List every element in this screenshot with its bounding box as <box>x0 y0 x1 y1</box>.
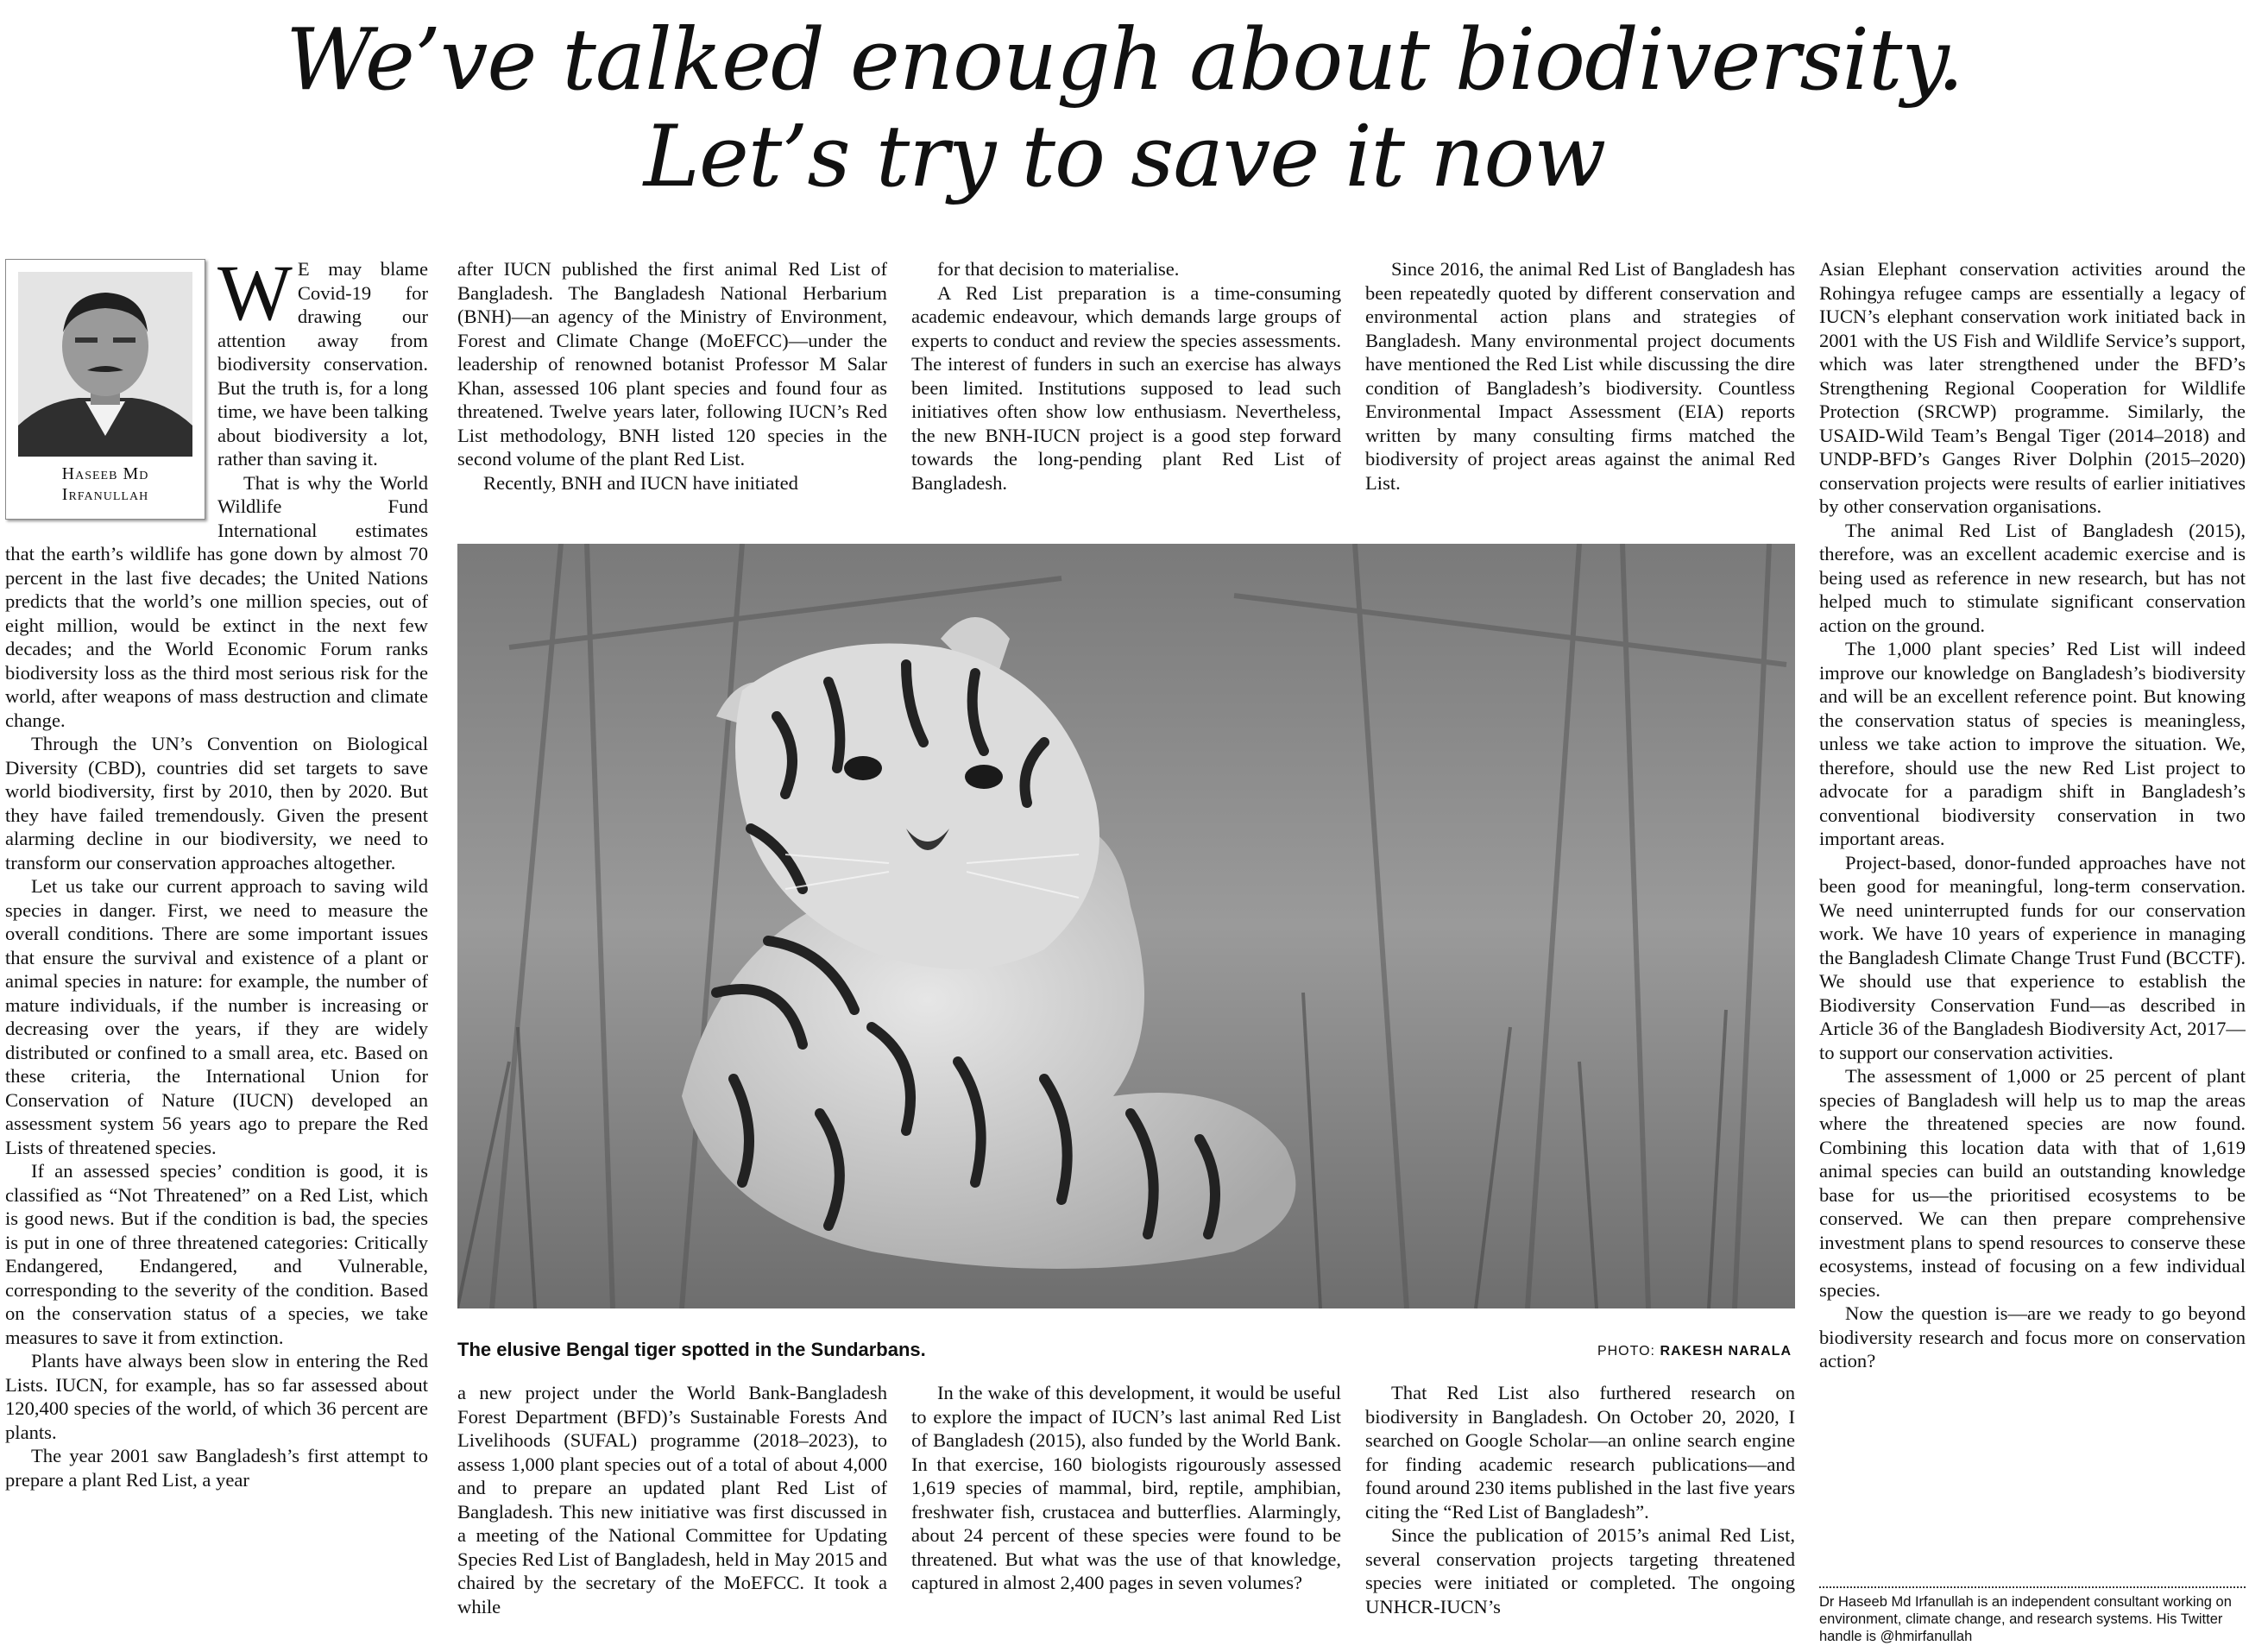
author-bio: Dr Haseeb Md Irfanullah is an independent consultant working on environment, climate change, and research systems. His Twitter handle is @hmirfanullah <box>1819 1586 2246 1645</box>
col4-top-paragraph-1: Since 2016, the animal Red List of Bangladesh has been repeatedly quoted by different conservation and environmental action plans and strategies of Bangladesh. Many environmental project documents have mentioned the Red List while discussing the dire condition of Bangladesh’s biodiversity. Countless Environmental Impact Assessment (EIA) reports written by many consulting firms matched the biodiversity of project areas against the animal Red List. <box>1365 258 1795 494</box>
col5-paragraph-6: Now the question is—are we ready to go beyond biodiversity research and focus more on conservation action? <box>1819 1302 2246 1371</box>
tiger-image <box>457 544 1795 1308</box>
photo-credit-label: PHOTO: <box>1597 1344 1655 1359</box>
col1-paragraph-2: That is why the World Wildlife Fund International estimates that the earth’s wildlife has gone down by almost 70 percent in the last five decades; the United Nations predicts that the world’s one million species, out of eight million, would be extinct in the next few decades; and the World Economic Forum ranks biodiversity loss as the third most serious risk for the world, after weapons of mass destruction and climate change. <box>5 471 428 731</box>
author-portrait-image <box>18 272 192 457</box>
col4-bottom-paragraph-2: Since the publication of 2015’s animal Red List, several conservation projects targeting threatened species were initiated or completed. The ongoing UNHCR-IUCN’s <box>1365 1524 1795 1617</box>
column-2-bottom <box>457 1381 887 1652</box>
headline <box>0 12 2249 205</box>
author-name-line-2: Irfanullah <box>61 485 149 504</box>
author-box <box>5 259 205 520</box>
column-4-bottom <box>1365 1381 1795 1652</box>
col1-paragraph-4: Let us take our current approach to saving wild species in danger. First, we need to measure the overall conditions. There are some important issues that ensure the survival and existence of a plant or animal species in nature: for example, the number of mature individuals, if the number is increasing or decreasing over the years, if they are widely distributed or confined to a small area, etc. Based on these criteria, the International Union for Conservation of Nature (IUCN) developed an assessment system 56 years ago to prepare the Red Lists of threatened species. <box>5 875 428 1158</box>
col3-bottom-paragraph-1: In the wake of this development, it would be useful to explore the impact of IUCN’s last animal Red List of Bangladesh (2015), also funded by the World Bank. In that exercise, 160 biologists rigourously assessed 1,619 species of mammal, bird, reptile, amphibian, freshwater fish, crustacea and butterflies. Alarmingly, about 24 percent of these species were found to be threatened. But what was the use of that knowledge, captured in almost 2,400 pages in seven volumes? <box>911 1382 1341 1593</box>
photo-caption: The elusive Bengal tiger spotted in the Sundarbans. <box>457 1339 926 1360</box>
col1-p1-text: E may blame Covid-19 for drawing our attention away from biodiversity conservation. But the truth is, for a long time, we have been talking about biodiversity a lot, rather than saving it. <box>217 258 428 470</box>
col5-paragraph-2: The animal Red List of Bangladesh (2015), therefore, was an excellent academic exercise and is being used as reference in new research, but has not helped much to stimulate significant conservation action on the ground. <box>1819 519 2246 636</box>
col5-paragraph-4: Project-based, donor-funded approaches have not been good for meaningful, long-term conservation. We need uninterrupted funds for our conservation work. We have 10 years of experience in managing the Bangladesh Climate Change Trust Fund (BCCTF). We should use that experience to establish the Biodiversity Conservation Fund—as described in Article 36 of the Bangladesh Biodiversity Act, 2017—to support our conservation activities. <box>1819 851 2246 1063</box>
col3-top-paragraph-2: A Red List preparation is a time-consuming academic endeavour, which demands large groups of experts to conduct and review the species assessments. The interest of funders in such an exercise has always been limited. Institutions supposed to lead such initiatives often show low enthusiasm. Nevertheless, the new BNH-IUCN project is a good step forward towards the long-pending plant Red List of Bangladesh. <box>911 281 1341 494</box>
col1-paragraph-6: Plants have always been slow in entering the Red Lists. IUCN, for example, has so far assessed about 120,400 species of the world, of which 36 percent are plants. <box>5 1350 428 1443</box>
tiger-photo <box>457 544 1795 1308</box>
col1-paragraph-7: The year 2001 saw Bangladesh’s first attempt to prepare a plant Red List, a year <box>5 1445 428 1491</box>
author-name <box>6 463 205 505</box>
column-5 <box>1819 257 2246 1578</box>
photo-credit-name: RAKESH NARALA <box>1660 1344 1792 1359</box>
column-4-top <box>1365 257 1795 520</box>
col5-paragraph-1: Asian Elephant conservation activities around the Rohingya refugee camps are essentially a legacy of IUCN’s elephant conservation work initiated back in 2001 with the US Fish and Wildlife Service’s support, which was later strengthened under the BFD’s Strengthening Regional Cooperation for Wildlife Protection (SRCWP) programme. Similarly, the USAID-Wild Team’s Bengal Tiger (2014–2018) and UNDP-BFD’s Ganges River Dolphin (2015–2020) conservation projects were results of earlier initiatives by other conservation organisations. <box>1819 258 2246 517</box>
col1-paragraph-5: If an assessed species’ condition is good, it is classified as “Not Threatened” on a Red List, which is good news. But if the condition is bad, the species is put in one of three threatened categories: Critically Endangered, Endangered, and Vulnerable, corresponding to the severity of the condition. Based on the conservation status of a species, we take measures to save it from extinction. <box>5 1160 428 1348</box>
col2-top-paragraph-2: Recently, BNH and IUCN have initiated <box>483 471 798 494</box>
drop-cap: W <box>217 257 293 337</box>
col1-paragraph-3: Through the UN’s Convention on Biological Diversity (CBD), countries did set targets to save world biodiversity, first by 2010, then by 2020. But they have failed tremendously. Given the present alarming decline in our biodiversity, we need to transform our conservation approaches altogether. <box>5 733 428 873</box>
author-photo <box>18 272 192 457</box>
column-3-bottom <box>911 1381 1341 1652</box>
column-3-top <box>911 257 1341 520</box>
col2-top-paragraph-1: after IUCN published the first animal Red List of Bangladesh. The Bangladesh National Herbarium (BNH)—an agency of the Ministry of Environment, Forest and Climate Change (MoEFCC)—under the leadership of renowned botanist Professor M Salar Khan, assessed 106 plant species and found four as threatened. Twelve years later, following IUCN’s Red List methodology, BNH listed 120 species in the second volume of the plant Red List. <box>457 258 887 470</box>
column-2-top <box>457 257 887 520</box>
col2-bottom-paragraph-1: a new project under the World Bank-Bangladesh Forest Department (BFD)’s Sustainable Forests And Livelihoods (SUFAL) programme (2018–2023), to assess 1,000 plant species out of a total of about 4,000 and to prepare an updated plant Red List of Bangladesh. This new initiative was first discussed in a meeting of the National Committee for Updating Species Red List of Bangladesh, held in May 2015 and chaired by the secretary of the MoEFCC. It took a while <box>457 1382 887 1617</box>
headline-line-1: We’ve talked enough about biodiversity. <box>286 11 1963 110</box>
author-name-line-1: Haseeb Md <box>61 464 149 483</box>
col4-bottom-paragraph-1: That Red List also furthered research on biodiversity in Bangladesh. On October 20, 2020, I searched on Google Scholar—an online search engine for finding academic research publications—and found around 230 items published in the last five years citing the “Red List of Bangladesh”. <box>1365 1382 1795 1523</box>
col3-top-paragraph-1: for that decision to materialise. <box>937 258 1180 280</box>
headline-line-2: Let’s try to save it now <box>643 108 1606 206</box>
photo-credit <box>1584 1343 1792 1360</box>
col5-paragraph-3: The 1,000 plant species’ Red List will indeed improve our knowledge on Bangladesh’s biodiversity and will be an excellent reference point. But knowing the conservation status of species is meaningless, unless we take action to improve the situation. We, therefore, should use the new Red List project to advocate for a paradigm shift in Bangladesh’s conventional biodiversity conservation in two important areas. <box>1819 638 2246 849</box>
column-1 <box>5 257 428 1652</box>
col5-paragraph-5: The assessment of 1,000 or 25 percent of plant species of Bangladesh will help us to map the areas where the threatened species are now found. Combining this location data with that of 1,619 animal species can build an outstanding knowledge base for us—the prioritised ecosystems to be conserved. We can then prepare comprehensive investment plans to spend resources to conserve these ecosystems, instead of focusing on a few individual species. <box>1819 1065 2246 1301</box>
